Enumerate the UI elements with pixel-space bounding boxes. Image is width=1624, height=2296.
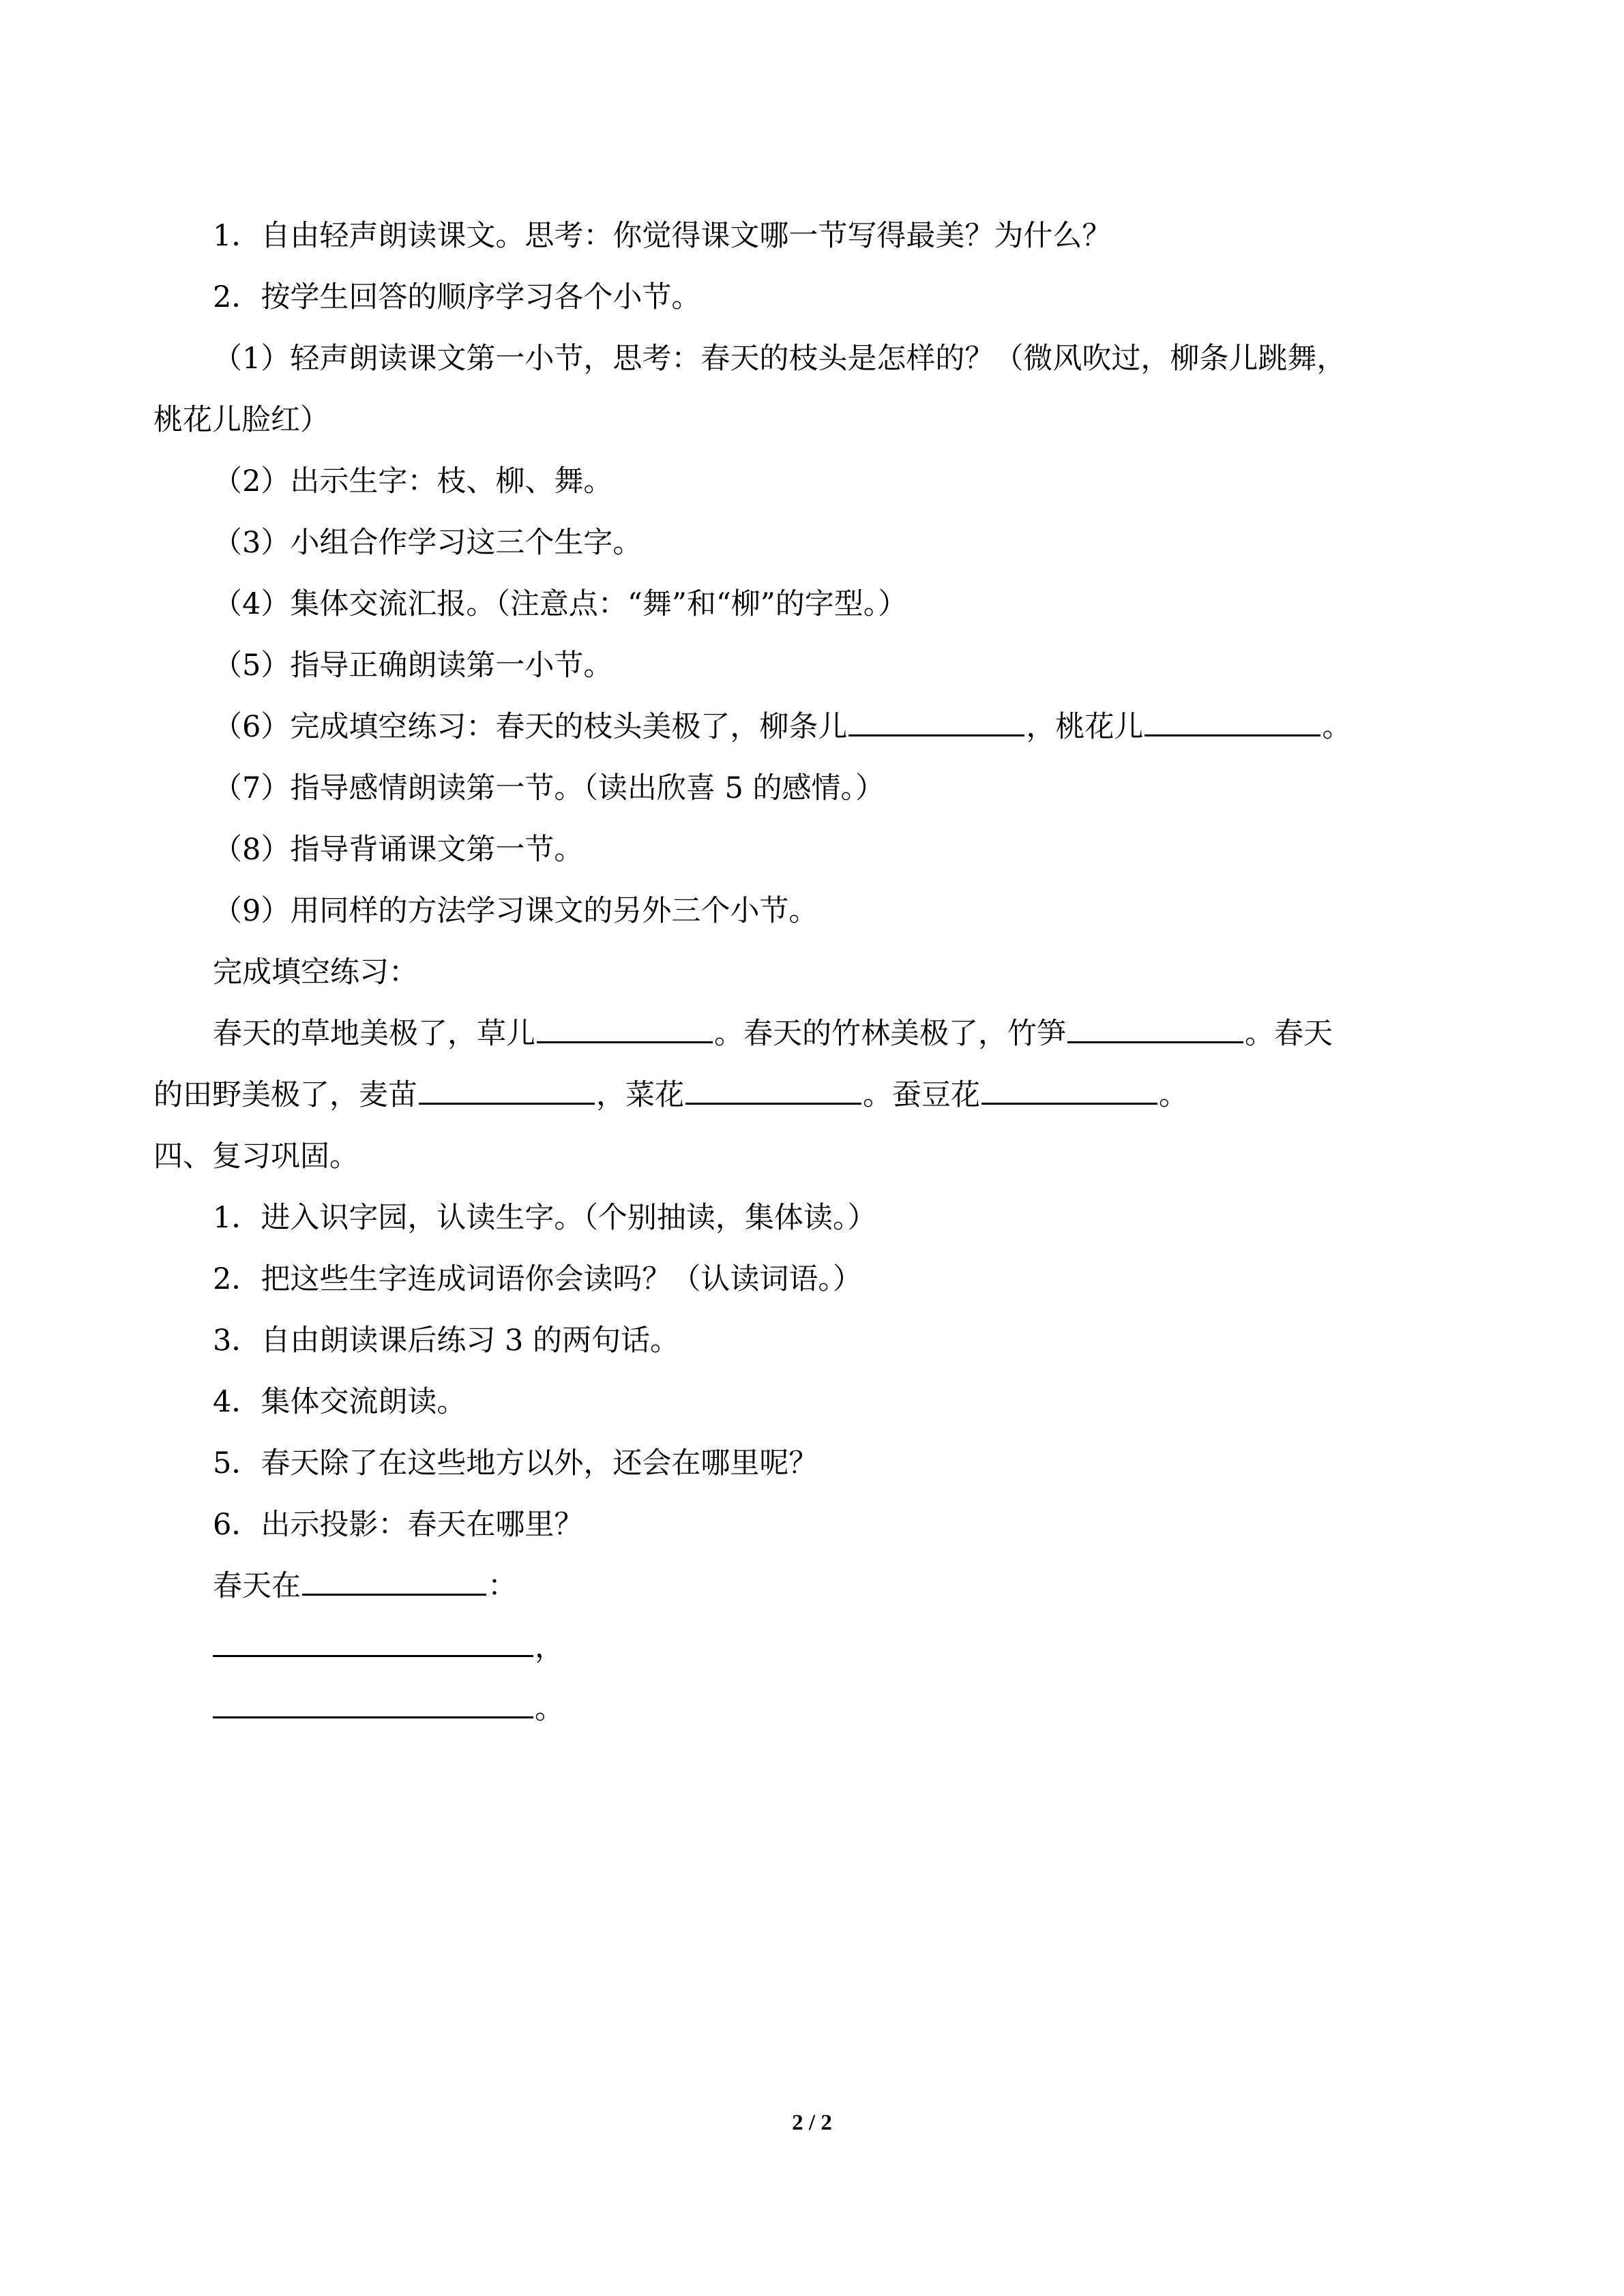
step-3 bbox=[213, 522, 642, 563]
step-6-text-a: （6）完成填空练习：春天的枝头美极了，柳条儿 bbox=[213, 710, 848, 744]
step-8-text: （8）指导背诵课文第一节。 bbox=[213, 833, 584, 867]
fill-exercise-title bbox=[213, 952, 418, 993]
step-4 bbox=[213, 584, 907, 625]
fill-text-rapeseed: ，菜花 bbox=[596, 1078, 684, 1112]
fill-blank-wheat[interactable] bbox=[419, 1099, 595, 1105]
poem-line-3-end: 。 bbox=[535, 1692, 564, 1726]
review-2-text: 2．把这些生字连成词语你会读吗？（认读词语。） bbox=[213, 1262, 862, 1296]
step-7 bbox=[213, 768, 885, 809]
review-3 bbox=[213, 1320, 679, 1361]
step-7-text: （7）指导感情朗读第一节。（读出欣喜 5 的感情。） bbox=[213, 771, 885, 805]
fill-exercise-line-2 bbox=[153, 1075, 1188, 1116]
fill-text-broad-bean: 。蚕豆花 bbox=[863, 1078, 980, 1112]
fill-blank-bamboo[interactable] bbox=[1067, 1037, 1243, 1043]
fill-blank-broad-bean[interactable] bbox=[981, 1099, 1157, 1105]
fill-blank-willow[interactable] bbox=[848, 730, 1024, 736]
fill-text-spring: 。春天 bbox=[1245, 1017, 1333, 1051]
review-1 bbox=[213, 1197, 876, 1238]
review-5 bbox=[213, 1443, 818, 1484]
step-4-text: （4）集体交流汇报。（注意点：“舞”和“柳”的字型。） bbox=[213, 587, 908, 621]
fill-blank-peach[interactable] bbox=[1145, 730, 1320, 736]
fill-blank-where[interactable] bbox=[302, 1590, 486, 1596]
section-4-heading-text: 四、复习巩固。 bbox=[153, 1139, 359, 1174]
poem-line-2-end: ， bbox=[535, 1630, 564, 1665]
step-1-text-a: （1）轻声朗读课文第一小节，思考：春天的枝头是怎样的？（微风吹过，柳条儿跳舞， bbox=[213, 342, 1346, 376]
review-4-text: 4．集体交流朗读。 bbox=[213, 1385, 467, 1419]
step-6-text-b: ，桃花儿 bbox=[1026, 710, 1144, 744]
question-1-text: 1．自由轻声朗读课文。思考：你觉得课文哪一节写得最美？为什么？ bbox=[213, 219, 1112, 253]
step-3-text: （3）小组合作学习这三个生字。 bbox=[213, 526, 643, 560]
poem-line-1-text: 春天在 bbox=[213, 1569, 301, 1603]
poem-line-1-colon: ： bbox=[488, 1569, 517, 1603]
fill-text-grass: 春天的草地美极了，草儿 bbox=[213, 1017, 535, 1051]
step-9-text: （9）用同样的方法学习课文的另外三个小节。 bbox=[213, 894, 818, 928]
fill-blank-rapeseed[interactable] bbox=[685, 1099, 861, 1105]
step-1-line-b bbox=[153, 400, 329, 441]
fill-blank-poem-2[interactable] bbox=[213, 1651, 533, 1657]
fill-text-wheat: 的田野美极了，麦苗 bbox=[153, 1078, 417, 1112]
step-8 bbox=[213, 829, 583, 870]
page-number: 2 / 2 bbox=[792, 2111, 832, 2135]
step-5 bbox=[213, 645, 612, 686]
review-3-text: 3．自由朗读课后练习 3 的两句话。 bbox=[213, 1324, 680, 1358]
step-6 bbox=[213, 706, 1351, 747]
poem-line-3 bbox=[213, 1688, 564, 1729]
fill-exercise-title-text: 完成填空练习： bbox=[213, 955, 418, 989]
fill-blank-poem-3[interactable] bbox=[213, 1712, 533, 1718]
step-2 bbox=[213, 461, 612, 502]
section-4-heading bbox=[153, 1136, 359, 1177]
step-9 bbox=[213, 891, 818, 931]
step-1-text-b: 桃花儿脸红） bbox=[153, 403, 329, 437]
step-2-text: （2）出示生字：枝、柳、舞。 bbox=[213, 464, 613, 498]
fill-text-end: 。 bbox=[1159, 1078, 1188, 1112]
review-4 bbox=[213, 1382, 466, 1422]
question-2-text: 2．按学生回答的顺序学习各个小节。 bbox=[213, 280, 701, 314]
poem-line-1 bbox=[213, 1566, 517, 1607]
question-1 bbox=[213, 215, 1111, 256]
fill-exercise-line-1 bbox=[213, 1013, 1333, 1054]
review-5-text: 5．春天除了在这些地方以外，还会在哪里呢？ bbox=[213, 1446, 818, 1480]
review-1-text: 1．进入识字园，认读生字。（个别抽读，集体读。） bbox=[213, 1201, 877, 1235]
poem-line-2 bbox=[213, 1627, 564, 1668]
review-6-text: 6．出示投影：春天在哪里？ bbox=[213, 1508, 584, 1542]
review-6 bbox=[213, 1504, 583, 1545]
step-5-text: （5）指导正确朗读第一小节。 bbox=[213, 648, 613, 683]
step-6-text-c: 。 bbox=[1322, 710, 1352, 744]
step-1-line-a bbox=[213, 338, 1346, 379]
review-2 bbox=[213, 1259, 862, 1300]
fill-blank-grass[interactable] bbox=[537, 1037, 713, 1043]
fill-text-bamboo: 。春天的竹林美极了，竹笋 bbox=[714, 1017, 1066, 1051]
question-2 bbox=[213, 277, 700, 318]
